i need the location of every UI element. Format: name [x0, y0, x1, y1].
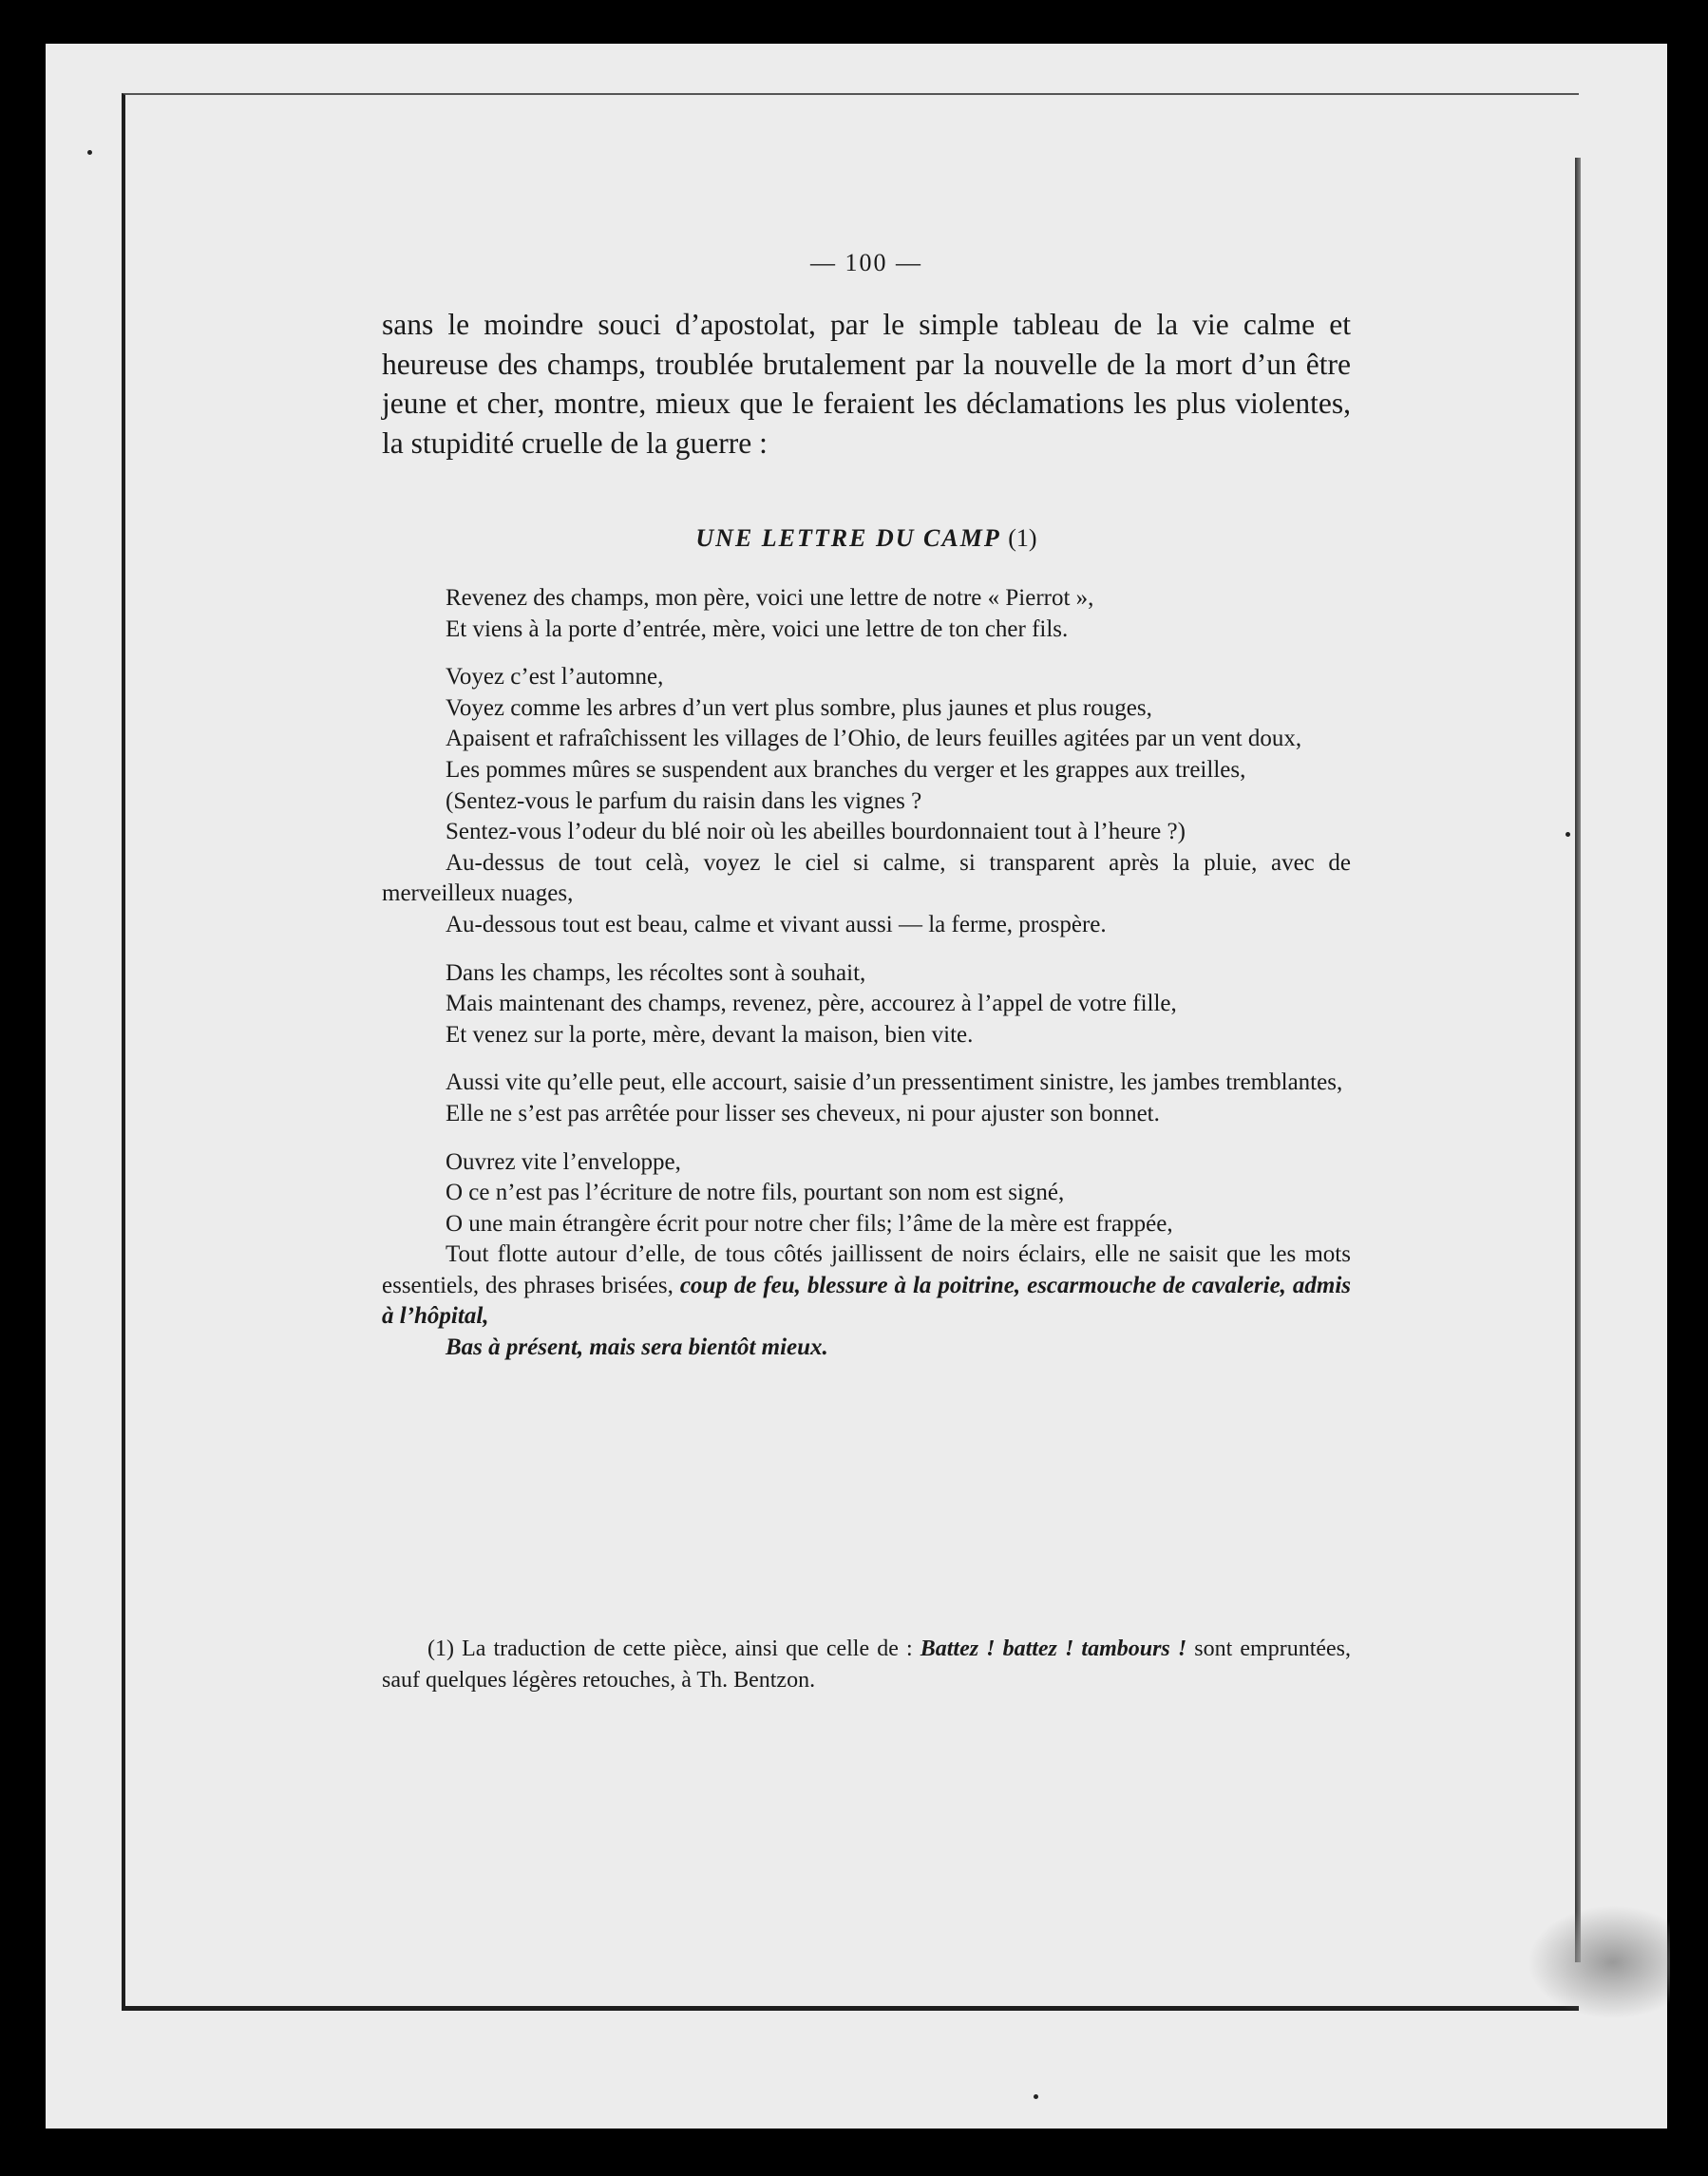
poem-line: Dans les champs, les récoltes sont à souhait, — [446, 959, 866, 986]
poem-line: Bas à présent, mais sera bientôt mieux. — [446, 1334, 828, 1361]
poem-line: Revenez des champs, mon père, voici une lettre de notre « Pierrot », — [446, 585, 1094, 611]
poem-line: Les pommes mûres se suspendent aux branches du verger et les grappes aux treilles, — [446, 756, 1246, 783]
stanza-4 — [382, 1068, 1351, 1129]
poem-line: Apaisent et rafraîchissent les villages de l’Ohio, de leurs feuilles agitées par un vent doux, — [446, 726, 1302, 752]
poem-line: Au-dessous tout est beau, calme et vivant aussi — la ferme, prospère. — [446, 911, 1107, 937]
footnote-text: sont empruntées, sauf quelques légères retouches, à Th. Bentzon. — [382, 1637, 1352, 1693]
poem-line: Voyez comme les arbres d’un vert plus sombre, plus jaunes et plus rouges, — [446, 694, 1152, 721]
footnote-italic: Battez ! battez ! tambours ! — [920, 1637, 1187, 1661]
poem-line: O ce n’est pas l’écriture de notre fils, pourtant son nom est signé, — [446, 1180, 1065, 1206]
poem-line: Sentez-vous l’odeur du blé noir où les abeilles bourdonnaient tout à l’heure ?) — [446, 819, 1186, 845]
stanza-1 — [382, 583, 1351, 645]
stanza-5 — [382, 1147, 1351, 1364]
page-edge-shadow — [1575, 158, 1581, 1962]
dust-speck — [87, 150, 92, 155]
footnote — [382, 1634, 1351, 1696]
poem-title-text: UNE LETTRE DU CAMP — [695, 524, 1000, 552]
poem-line-text: Tout flotte autour d’elle, de tous côtés jaillissent de noirs éclairs, elle ne saisit que les mots essentiels, des phrases brisées, — [382, 1241, 1351, 1298]
poem-body — [382, 583, 1351, 1381]
poem-line: Et viens à la porte d’entrée, mère, voici une lettre de ton cher fils. — [446, 615, 1069, 642]
poem-line: Ouvrez vite l’enveloppe, — [446, 1148, 681, 1175]
dust-speck — [1566, 832, 1570, 837]
scan-smudge — [1528, 1905, 1670, 2019]
footnote-marker: (1) — [1008, 524, 1037, 552]
poem-line: Et venez sur la porte, mère, devant la maison, bien vite. — [446, 1021, 974, 1048]
poem-line: Mais maintenant des champs, revenez, père, accourez à l’appel de votre fille, — [446, 991, 1177, 1017]
poem-line: Au-dessus de tout celà, voyez le ciel si calme, si transparent après la pluie, avec de merveilleux nuages, — [382, 849, 1351, 907]
poem-line-italic: coup de feu, blessure à la poitrine, escarmouche de cavalerie, admis à l’hôpital, — [382, 1272, 1352, 1330]
poem-line: (Sentez-vous le parfum du raisin dans les vignes ? — [446, 787, 922, 814]
poem-line — [382, 1239, 1351, 1333]
footnote-text: (1) La traduction de cette pièce, ainsi que celle de : — [427, 1637, 913, 1661]
poem-line: Voyez c’est l’automne, — [446, 664, 664, 691]
dust-speck — [1034, 2094, 1038, 2099]
stanza-2 — [382, 662, 1351, 940]
poem-title — [382, 524, 1351, 553]
poem-line: O une main étrangère écrit pour notre cher fils; l’âme de la mère est frappée, — [446, 1210, 1173, 1237]
poem-line: Aussi vite qu’elle peut, elle accourt, saisie d’un pressentiment sinistre, les jambes tremblantes, — [446, 1069, 1343, 1096]
page-number: — 100 — — [810, 249, 922, 276]
stanza-3 — [382, 958, 1351, 1051]
intro-paragraph: sans le moindre souci d’apostolat, par le simple tableau de la vie calme et heureuse des champs, troublée brutalement par la nouvelle de la mort d’un être jeune et cher, montre, mieux que le feraient les déclamations les plus violentes, la stupidité cruelle de la guerre : — [382, 308, 1351, 460]
poem-line: Elle ne s’est pas arrêtée pour lisser ses cheveux, ni pour ajuster son bonnet. — [446, 1100, 1160, 1126]
